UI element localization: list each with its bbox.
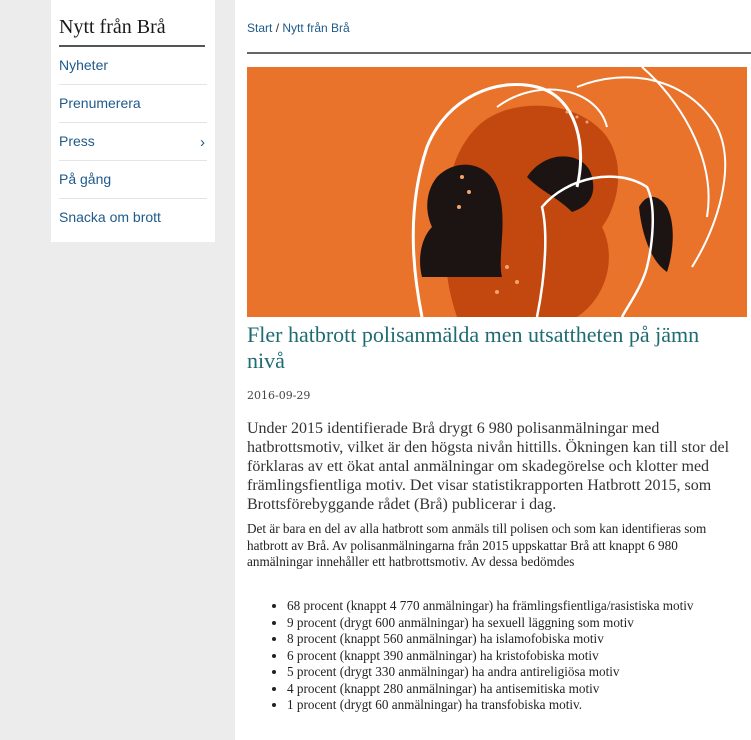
statistics-list bbox=[275, 598, 747, 714]
list-item: • 8 procent (knappt 560 anmälningar) ha islamofobiska motiv bbox=[287, 631, 747, 648]
list-item: • 1 procent (drygt 60 anmälningar) ha transfobiska motiv. bbox=[287, 697, 747, 714]
article-date: 2016-09-29 bbox=[247, 389, 311, 402]
sidebar-item-snacka-om-brott[interactable]: Snacka om brott bbox=[59, 209, 161, 225]
breadcrumb-start-link[interactable]: Start bbox=[247, 21, 273, 35]
list-item: • 5 procent (drygt 330 anmälningar) ha andra antireligiösa motiv bbox=[287, 664, 747, 681]
list-item: • 4 procent (knappt 280 anmälningar) ha antisemitiska motiv bbox=[287, 681, 747, 698]
hero-illustration bbox=[247, 67, 747, 317]
sidebar-item-press[interactable] bbox=[59, 123, 207, 161]
main-content bbox=[235, 0, 751, 740]
article-ingress: Under 2015 identifierade Brå drygt 6 980 polisanmälningar med hatbrottsmotiv, vilket är den högsta nivån hittills. Ökningen kan till stor del förklaras av ett ökat antal anmälningar om skadegörelse och klotter med främlingsfientliga motiv. Det visar statistikrapporten Hatbrott 2015, som Brottsförebyggande rådet (Brå) publicerar i dag. bbox=[247, 420, 730, 513]
sidebar bbox=[51, 0, 215, 242]
hero-art bbox=[247, 67, 747, 317]
list-item: • 9 procent (drygt 600 anmälningar) ha sexuell läggning som motiv bbox=[287, 615, 747, 632]
sidebar-title: Nytt från Brå bbox=[59, 16, 205, 47]
divider bbox=[247, 52, 751, 54]
sidebar-item-nyheter[interactable]: Nyheter bbox=[59, 47, 207, 85]
sidebar-item-label: Press bbox=[59, 133, 95, 149]
chevron-right-icon[interactable]: › bbox=[200, 134, 205, 151]
sidebar-item-pa-gang[interactable]: På gång bbox=[59, 161, 207, 199]
article-body: Det är bara en del av alla hatbrott som anmäls till polisen och som kan identifieras som hatbrott av Brå. Av polisanmälningarna från 2015 uppskattar Brå att knappt 6 980 anmälningar innehåller ett hatbrottsmotiv. Av dessa bedömdes bbox=[247, 521, 707, 569]
breadcrumb bbox=[247, 21, 350, 35]
article-title: Fler hatbrott polisanmälda men utsattheten på jämn nivå bbox=[247, 322, 700, 373]
sidebar-item-prenumerera[interactable]: Prenumerera bbox=[59, 85, 207, 123]
list-item: • 6 procent (knappt 390 anmälningar) ha kristofobiska motiv bbox=[287, 648, 747, 665]
breadcrumb-separator: / bbox=[275, 21, 280, 35]
sidebar-nav bbox=[59, 47, 207, 236]
list-item: • 68 procent (knappt 4 770 anmälningar) ha främlingsfientliga/rasistiska motiv bbox=[287, 598, 747, 615]
breadcrumb-current-link[interactable]: Nytt från Brå bbox=[282, 21, 350, 35]
